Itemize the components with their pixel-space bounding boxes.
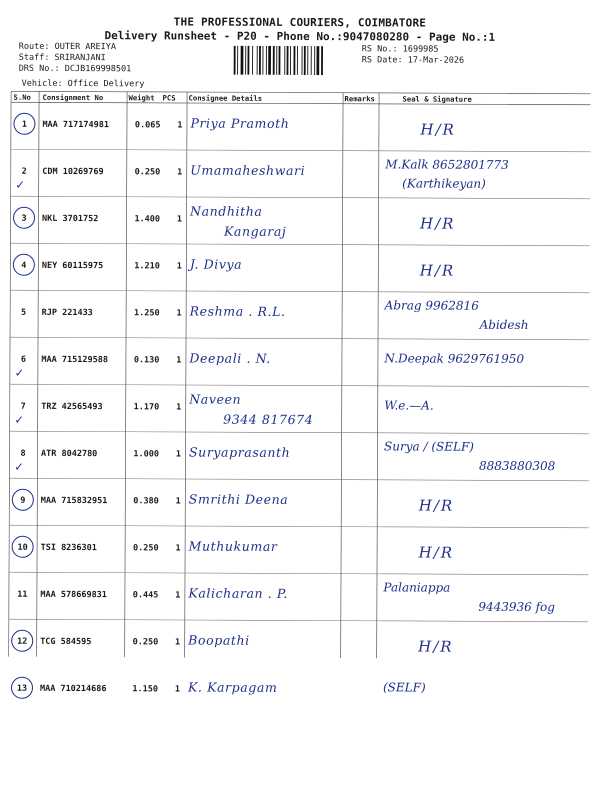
delivery-signature: H/R <box>420 120 456 139</box>
consignment-number: MAA 578669831 <box>40 589 107 601</box>
header-left <box>19 42 132 75</box>
weight-value: 0.130 <box>133 355 160 366</box>
pcs-value: 1 <box>177 120 183 131</box>
consignee-name: Priya Pramoth <box>190 115 290 131</box>
table-row <box>9 338 589 388</box>
pcs-value: 1 <box>176 402 182 413</box>
consignment-number: TRZ 42565493 <box>41 401 103 413</box>
delivery-signature: N.Deepak 9629761950 <box>384 351 525 366</box>
delivery-signature: H/R <box>419 261 456 280</box>
col-consignee: Consignee Details <box>188 93 263 103</box>
check-mark-icon: ✓ <box>16 177 25 193</box>
table-row <box>10 244 590 294</box>
consignee-detail: 9344 817674 <box>223 411 314 428</box>
consignment-number: TSI 8236301 <box>40 542 97 554</box>
pcs-value: 1 <box>174 684 181 695</box>
consignment-number: MAA 715129588 <box>41 354 108 366</box>
vehicle-label: Vehicle: Office Delivery <box>21 78 145 90</box>
table-row <box>8 573 588 623</box>
delivery-signature: (SELF) <box>382 680 426 695</box>
consignee-name: Reshma . R.L. <box>189 303 286 319</box>
pcs-value: 1 <box>175 449 182 460</box>
weight-value: 1.400 <box>134 214 161 225</box>
delivery-signature-detail: 9443936 fog <box>478 599 555 615</box>
table-row <box>10 291 590 341</box>
serial-number: 9 <box>20 495 26 506</box>
serial-number: 11 <box>17 589 28 600</box>
weight-value: 1.250 <box>134 308 160 319</box>
delivery-signature: W.e.—A. <box>384 398 434 413</box>
checked-circle-mark <box>11 677 33 699</box>
pcs-value: 1 <box>175 543 181 554</box>
consignee-name: Kalicharan . P. <box>188 585 288 601</box>
pcs-value: 1 <box>176 214 183 225</box>
serial-number: 6 <box>20 354 27 365</box>
consignment-number: ATR 8042780 <box>40 448 98 460</box>
consignee-name: Nandhitha <box>190 203 263 219</box>
consignment-number: CDM 10269769 <box>42 166 104 178</box>
checked-circle-mark <box>12 536 34 558</box>
consignee-name: K. Karpagam <box>187 679 278 695</box>
consignee-name: Smrithi Deena <box>188 491 289 507</box>
consignment-number: MAA 710214686 <box>39 683 107 695</box>
delivery-signature-detail: Abidesh <box>479 317 529 332</box>
consignee-name: Deepali . N. <box>189 350 271 366</box>
table-row <box>9 432 589 482</box>
check-mark-icon: ✓ <box>15 365 24 381</box>
consignment-number: RJP 221433 <box>41 307 93 319</box>
consignment-number: TCG 584595 <box>40 636 92 648</box>
checked-circle-mark <box>12 489 34 511</box>
serial-number: 1 <box>21 119 28 130</box>
checked-circle-mark <box>13 254 35 276</box>
delivery-signature: Abrag 9962816 <box>384 298 479 313</box>
weight-value: 1.170 <box>133 402 160 413</box>
weight-value: 0.445 <box>132 590 159 601</box>
serial-number: 5 <box>21 307 27 318</box>
consignee-name: Naveen <box>189 391 242 407</box>
serial-number: 2 <box>21 166 27 177</box>
runsheet-table <box>8 91 590 695</box>
consignee-name: J. Divya <box>189 256 243 272</box>
weight-value: 0.250 <box>132 637 159 648</box>
consignment-number: NKL 3701752 <box>42 213 99 225</box>
company-title: THE PROFESSIONAL COURIERS, COIMBATORE <box>173 15 427 30</box>
col-consignment: Consignment No <box>42 92 104 103</box>
pcs-value: 1 <box>176 308 182 319</box>
check-mark-icon: ✓ <box>14 459 23 475</box>
staff-label: Staff: SRIRANJANI <box>18 52 106 64</box>
consignee-detail: Kangaraj <box>223 223 287 239</box>
table-row <box>8 620 588 670</box>
consignee-name: Suryaprasanth <box>188 444 291 460</box>
col-pcs: PCS <box>162 93 176 103</box>
pcs-value: 1 <box>177 167 183 178</box>
consignment-number: MAA 717174981 <box>42 119 110 131</box>
weight-value: 0.380 <box>133 496 159 507</box>
weight-value: 0.065 <box>134 120 161 131</box>
consignment-number: MAA 715832951 <box>40 495 108 507</box>
delivery-signature: Surya / (SELF) <box>384 439 475 454</box>
col-seal-signature: Seal & Signature <box>402 94 472 104</box>
checked-circle-mark <box>11 630 33 652</box>
col-remarks: Remarks <box>344 94 375 104</box>
pcs-value: 1 <box>175 637 181 648</box>
consignee-name: Boopathi <box>188 632 250 648</box>
delivery-signature: H/R <box>418 637 454 656</box>
checked-circle-mark <box>13 207 35 229</box>
serial-number: 7 <box>20 401 26 412</box>
weight-value: 1.000 <box>133 449 160 460</box>
serial-number: 10 <box>17 542 28 553</box>
table-row <box>8 526 588 576</box>
check-mark-icon: ✓ <box>15 412 24 428</box>
runsheet-subtitle: Delivery Runsheet - P20 - Phone No.:9047080280 - Page No.:1 <box>104 29 496 44</box>
rs-date-label: RS Date: 17-Mar-2026 <box>361 55 465 66</box>
table-row <box>10 150 590 200</box>
header-right <box>362 44 464 66</box>
pcs-value: 1 <box>176 355 182 366</box>
route-label: Route: OUTER AREIYA <box>18 41 117 53</box>
checked-circle-mark <box>13 113 35 135</box>
drs-label: DRS No.: DCJB169998501 <box>18 63 132 75</box>
consignee-name: Umamaheshwari <box>190 162 306 179</box>
table-row <box>9 385 589 435</box>
table-row <box>10 103 590 153</box>
weight-value: 0.250 <box>132 543 159 554</box>
delivery-signature-detail: (Karthikeyan) <box>402 176 486 191</box>
table-row <box>9 479 589 529</box>
table-row <box>8 667 588 717</box>
delivery-signature: Palaniappa <box>383 580 451 595</box>
consignment-number: NEY 60115975 <box>41 260 104 272</box>
weight-value: 0.250 <box>134 167 161 178</box>
weight-value: 1.150 <box>132 684 159 695</box>
col-sno: S.No <box>13 92 31 102</box>
serial-number: 8 <box>20 448 26 459</box>
serial-number: 3 <box>21 213 27 224</box>
delivery-signature-detail: 8883880308 <box>478 458 556 474</box>
table-row <box>10 197 590 247</box>
weight-value: 1.210 <box>134 261 160 272</box>
delivery-signature: H/R <box>418 496 455 515</box>
delivery-signature: H/R <box>418 543 455 562</box>
pcs-value: 1 <box>175 496 181 507</box>
serial-number: 13 <box>16 683 28 694</box>
delivery-signature: H/R <box>419 214 456 233</box>
consignee-name: Muthukumar <box>188 538 278 554</box>
pcs-value: 1 <box>176 261 182 272</box>
rs-number-label: RS No.: 1699985 <box>361 44 439 55</box>
serial-number: 12 <box>17 636 28 647</box>
col-weight: Weight <box>128 93 155 103</box>
pcs-value: 1 <box>175 590 181 601</box>
delivery-signature: M.Kalk 8652801773 <box>385 157 509 172</box>
serial-number: 4 <box>21 260 27 271</box>
barcode <box>233 46 355 76</box>
